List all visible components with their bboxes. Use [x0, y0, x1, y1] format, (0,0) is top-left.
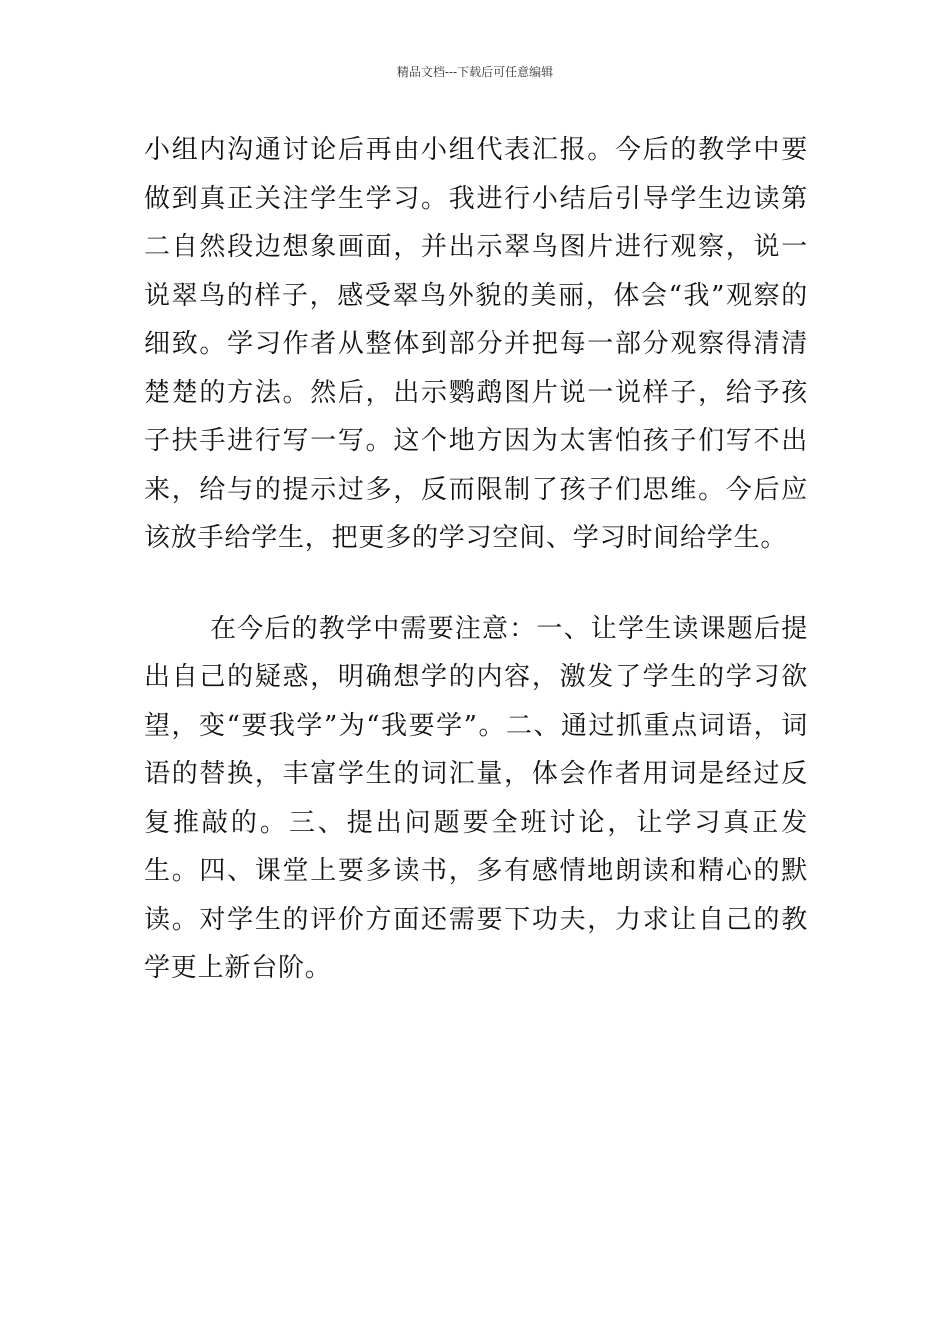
page-header: 精品文档---下载后可任意编辑: [396, 65, 554, 79]
paragraph-2: 在今后的教学中需要注意：一、让学生读课题后提出自己的疑惑，明确想学的内容，激发了学生的学习欲望，变“要我学”为“我要学”。二、通过抓重点词语，词语的替换，丰富学生的词汇量，体会作者用词是经过反复推敲的。三、提出问题要全班讨论，让学习真正发生。四、课堂上要多读书，多有感情地朗读和精心的默读。对学生的评价方面还需要下功夫，力求让自己的教学更上新台阶。: [144, 613, 808, 983]
document-body: [144, 126, 808, 993]
paragraph-1: 小组内沟通讨论后再由小组代表汇报。今后的教学中要做到真正关注学生学习。我进行小结后引导学生边读第二自然段边想象画面，并出示翠鸟图片进行观察，说一说翠鸟的样子，感受翠鸟外貌的美丽，体会“我”观察的细致。学习作者从整体到部分并把每一部分观察得清清楚楚的方法。然后，出示鹦鹉图片说一说样子，给予孩子扶手进行写一写。这个地方因为太害怕孩子们写不出来，给与的提示过多，反而限制了孩子们思维。今后应该放手给学生，把更多的学习空间、学习时间给学生。: [144, 135, 808, 553]
